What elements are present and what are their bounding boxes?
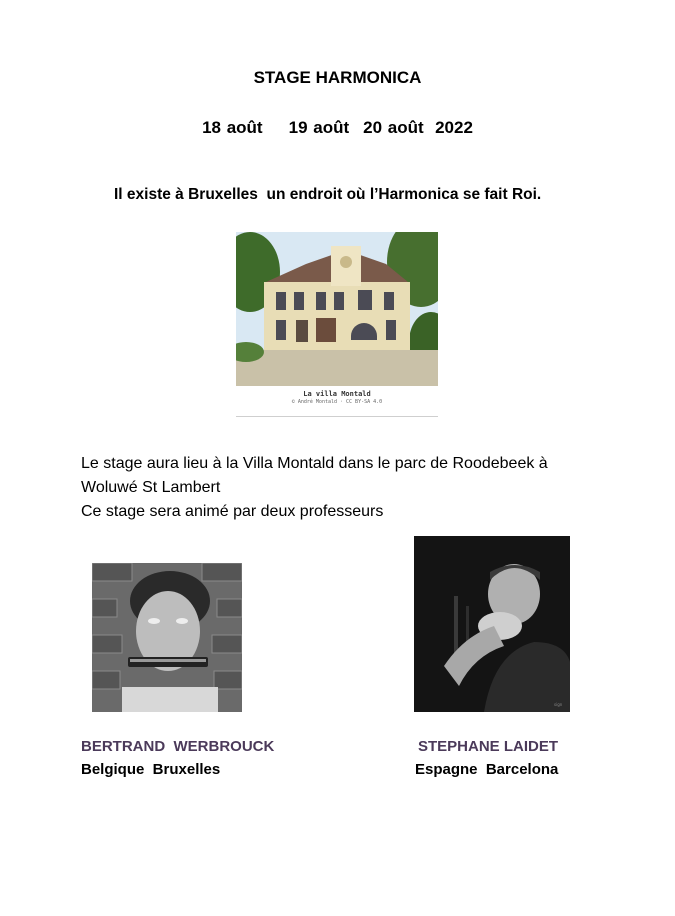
teacher-2-name: STEPHANE LAIDET	[418, 738, 559, 755]
page-title: STAGE HARMONICA	[253, 68, 422, 87]
teacher-1-name: BERTRAND WERBROUCK	[81, 738, 275, 755]
villa-caption-credit: © André Montald · CC BY-SA 4.0	[291, 399, 383, 405]
date-day-3: 20 août 2022	[363, 118, 473, 137]
villa-caption-title: La villa Montald	[303, 390, 371, 398]
teacher-1-location: Belgique Bruxelles	[81, 761, 221, 778]
villa-caption	[236, 390, 438, 405]
description-line-3: Ce stage sera animé par deux professeurs	[81, 503, 384, 520]
teacher-2-location: Espagne Barcelona	[415, 761, 559, 778]
tagline: Il existe à Bruxelles un endroit où l’Harmonica se fait Roi.	[114, 186, 542, 203]
divider	[236, 416, 438, 417]
date-day-2: 19 août	[288, 118, 350, 137]
description-line-2: Woluwé St Lambert	[81, 479, 221, 496]
description-line-1: Le stage aura lieu à la Villa Montald dans le parc de Roodebeek à	[81, 455, 548, 472]
villa-montald-photo	[236, 232, 438, 386]
event-dates	[0, 118, 675, 138]
teacher-1-photo	[92, 563, 242, 712]
description	[81, 452, 548, 524]
svg-text:sign: sign	[554, 702, 563, 707]
date-day-1: 18 août	[202, 118, 263, 137]
teacher-2-photo	[414, 536, 570, 712]
